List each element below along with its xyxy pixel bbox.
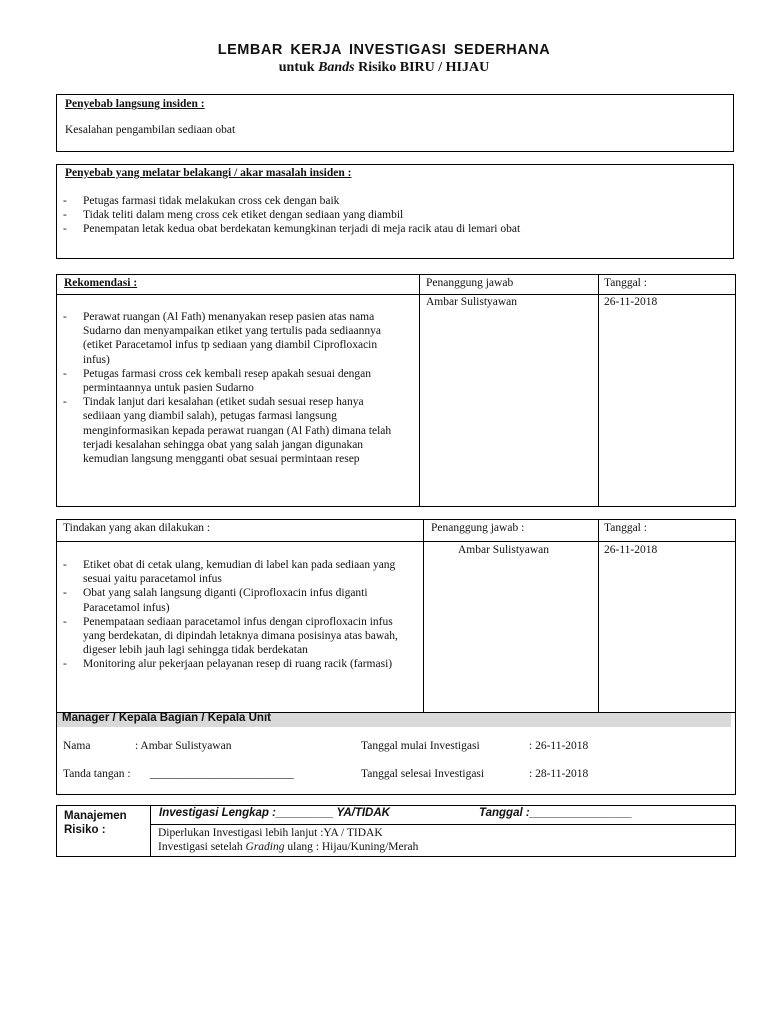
investigation-start-label: Tanggal mulai Investigasi bbox=[361, 740, 480, 752]
actions-label: Tindakan yang akan dilakukan : bbox=[63, 522, 211, 534]
manager-name-value: : Ambar Sulistyawan bbox=[135, 740, 232, 752]
actions-date: 26-11-2018 bbox=[604, 544, 658, 556]
recommendation-pic: Ambar Sulistyawan bbox=[426, 296, 518, 308]
document-subtitle bbox=[0, 60, 768, 76]
list-item: - Monitoring alur pekerjaan pelayanan resep di ruang racik (farmasi) bbox=[57, 657, 399, 671]
grading-prefix: Investigasi setelah bbox=[158, 841, 246, 853]
grading-text bbox=[158, 841, 418, 853]
list-item: - Penempatan letak kedua obat berdekatan kemungkinan terjadi di meja racik atau di lemari obat bbox=[57, 222, 727, 236]
investigation-start-value: : 26-11-2018 bbox=[529, 740, 589, 752]
direct-cause-label: Penyebab langsung insiden : bbox=[65, 98, 205, 110]
recommendation-label: Rekomendasi : bbox=[64, 277, 138, 289]
document-title: LEMBAR KERJA INVESTIGASI SEDERHANA bbox=[217, 42, 551, 58]
actions-pic: Ambar Sulistyawan bbox=[458, 544, 550, 556]
actions-list bbox=[57, 558, 399, 672]
subtitle-suffix: Risiko BIRU / HIJAU bbox=[354, 60, 490, 75]
actions-table bbox=[56, 519, 736, 795]
recommendation-table bbox=[56, 274, 736, 507]
grading-italic: Grading bbox=[245, 841, 285, 853]
further-investigation-text: Diperlukan Investigasi lebih lanjut :YA / TIDAK bbox=[158, 827, 383, 839]
investigation-end-label: Tanggal selesai Investigasi bbox=[361, 768, 485, 780]
manager-label: Manager / Kepala Bagian / Kepala Unit bbox=[62, 712, 271, 724]
recommendation-pic-header: Penanggung jawab bbox=[426, 277, 514, 289]
complete-investigation-field[interactable]: Investigasi Lengkap :_________ YA/TIDAK bbox=[159, 807, 390, 819]
risk-date-field[interactable]: Tanggal :________________ bbox=[479, 807, 633, 819]
signature-label: Tanda tangan : bbox=[63, 768, 131, 780]
grading-suffix: ulang : Hijau/Kuning/Merah bbox=[284, 841, 419, 853]
risk-management-label: Manajemen Risiko : bbox=[64, 810, 127, 836]
list-item: - Petugas farmasi tidak melakukan cross cek dengan baik bbox=[57, 194, 727, 208]
subtitle-italic: Bands bbox=[318, 60, 355, 75]
direct-cause-text: Kesalahan pengambilan sediaan obat bbox=[65, 124, 236, 136]
root-cause-label: Penyebab yang melatar belakangi / akar masalah insiden : bbox=[65, 167, 352, 179]
root-cause-box bbox=[56, 164, 734, 259]
recommendation-date-header: Tanggal : bbox=[604, 277, 647, 289]
list-item: - Penempataan sediaan paracetamol infus dengan ciprofloxacin infus yang berdekatan, di dipindah letaknya dimana posisinya atas bawah, digeser lebih jauh lagi sehingga tidak berdekatan bbox=[57, 615, 399, 658]
recommendation-date: 26-11-2018 bbox=[604, 296, 658, 308]
direct-cause-box bbox=[56, 94, 734, 152]
subtitle-prefix: untuk bbox=[278, 60, 319, 75]
investigation-end-value: : 28-11-2018 bbox=[529, 768, 589, 780]
list-item: - Perawat ruangan (Al Fath) menanyakan resep pasien atas nama Sudarno dan menyampaikan etiket yang tertulis pada sediaannya (etiket Paracetamol infus tp sediaan yang diambil Ciprofloxacin infus) bbox=[57, 310, 397, 367]
risk-management-table bbox=[56, 805, 736, 857]
recommendation-list bbox=[57, 310, 397, 466]
list-item: - Petugas farmasi cross cek kembali resep apakah sesuai dengan permintaannya untuk pasien Sudarno bbox=[57, 367, 397, 395]
list-item: - Tidak teliti dalam meng cross cek etiket dengan sediaan yang diambil bbox=[57, 208, 727, 222]
list-item: - Tindak lanjut dari kesalahan (etiket sudah sesuai resep hanya sediiaan yang diambil salah), petugas farmasi langsung menginformasikan kepada perawat ruangan (Al Fath) dimana telah terjadi kesalahan sehingga obat yang salah jangan digunakan kemudian langsung mengganti obat sesuai permintaan resep bbox=[57, 395, 397, 466]
actions-date-header: Tanggal : bbox=[604, 522, 647, 534]
list-item: - Etiket obat di cetak ulang, kemudian di label kan pada sediaan yang sesuai yaitu paracetamol infus bbox=[57, 558, 399, 586]
actions-pic-header: Penanggung jawab : bbox=[431, 522, 525, 534]
root-cause-list bbox=[57, 194, 727, 237]
manager-name-label: Nama bbox=[63, 740, 91, 752]
signature-line[interactable]: _________________________ bbox=[150, 768, 294, 780]
list-item: - Obat yang salah langsung diganti (Ciprofloxacin infus diganti Paracetamol infus) bbox=[57, 586, 399, 614]
